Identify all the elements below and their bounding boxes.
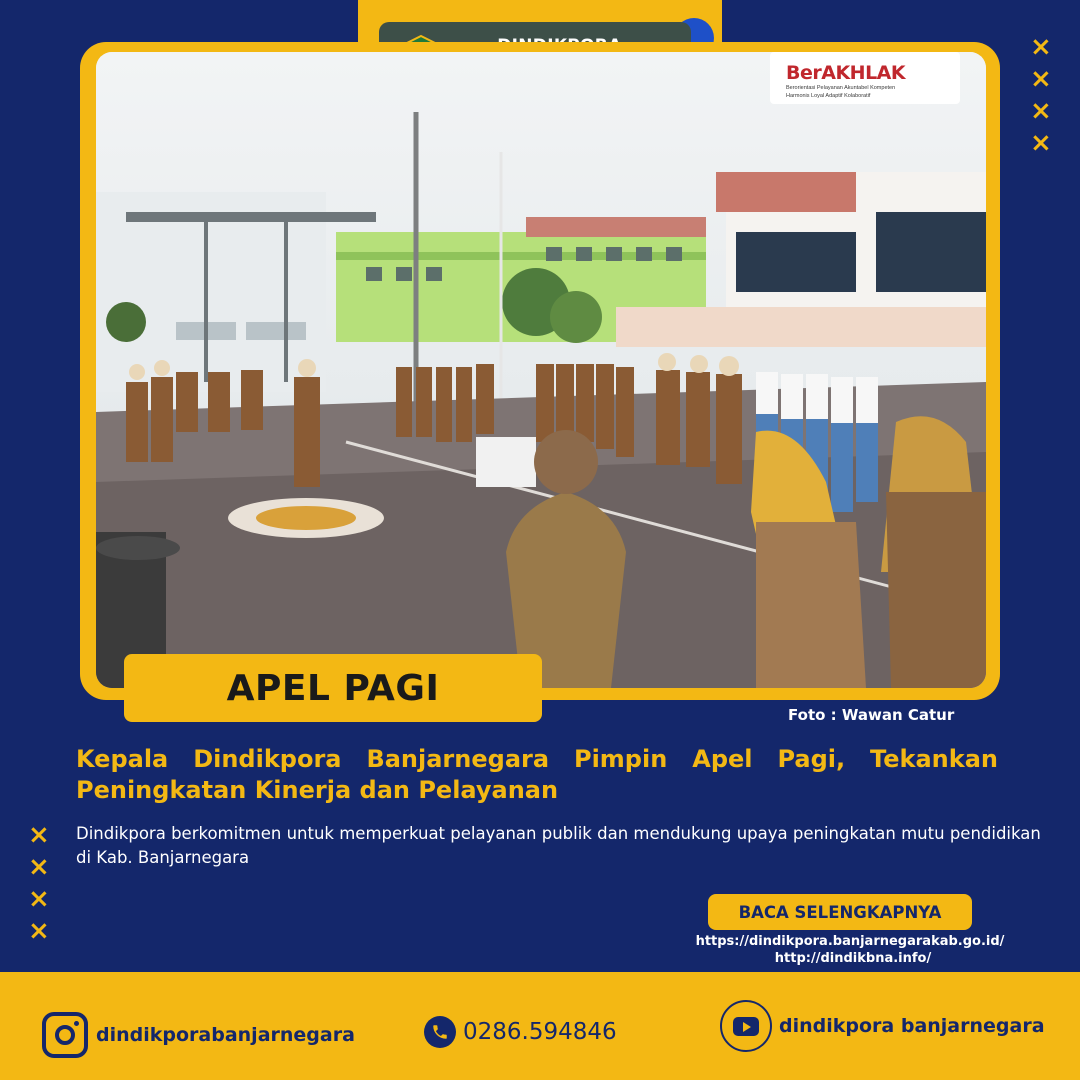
x-mark-icon: ×: [28, 852, 50, 882]
x-mark-icon: ×: [28, 884, 50, 914]
youtube-link[interactable]: [720, 1000, 1045, 1052]
instagram-handle: dindikporabanjarnegara: [96, 1024, 355, 1046]
phone-number: 0286.594846: [463, 1019, 617, 1045]
x-mark-icon: ×: [28, 820, 50, 850]
berakhlak-subtitle-line1: Berorientasi Pelayanan Akuntabel Kompeten: [786, 85, 896, 91]
instagram-icon: [42, 1012, 88, 1058]
decor-x-column-top: [1030, 34, 1052, 156]
x-mark-icon: ×: [1030, 32, 1052, 62]
x-mark-icon: ×: [1030, 64, 1052, 94]
berakhlak-subtitle-line2: Harmonis Loyal Adaptif Kolaboratif: [786, 93, 871, 99]
url-secondary-link[interactable]: http://dindikbna.info/: [774, 951, 932, 966]
read-more-button[interactable]: BACA SELENGKAPNYA: [708, 894, 972, 930]
berakhlak-title: BerAKHLAK: [786, 62, 906, 84]
decor-x-column-bottom: [28, 822, 50, 944]
post-tag: [124, 654, 542, 722]
berakhlak-badge: [770, 52, 960, 104]
event-photo-illustration: [96, 52, 986, 688]
youtube-icon: [720, 1000, 772, 1052]
headline: Kepala Dindikpora Banjarnegara Pimpin Apel Pagi, Tekankan Peningkatan Kinerja dan Pelayanan: [76, 745, 998, 804]
x-mark-icon: ×: [1030, 128, 1052, 158]
event-photo: [96, 52, 986, 688]
youtube-channel: dindikpora banjarnegara: [779, 1015, 1045, 1037]
instagram-link[interactable]: [42, 1012, 355, 1058]
url-primary-link[interactable]: https://dindikpora.banjarnegarakab.go.id/: [695, 934, 1005, 949]
phone-link[interactable]: [424, 1016, 617, 1048]
summary-text: Dindikpora berkomitmen untuk memperkuat pelayanan publik dan mendukung upaya peningkatan mutu pendidikan di Kab. Banjarnegara: [76, 824, 1041, 867]
x-mark-icon: ×: [28, 916, 50, 946]
post-tag-label: APEL PAGI: [226, 667, 440, 709]
photo-credit: Foto : Wawan Catur: [788, 706, 955, 724]
x-mark-icon: ×: [1030, 96, 1052, 126]
phone-icon: [424, 1016, 456, 1048]
